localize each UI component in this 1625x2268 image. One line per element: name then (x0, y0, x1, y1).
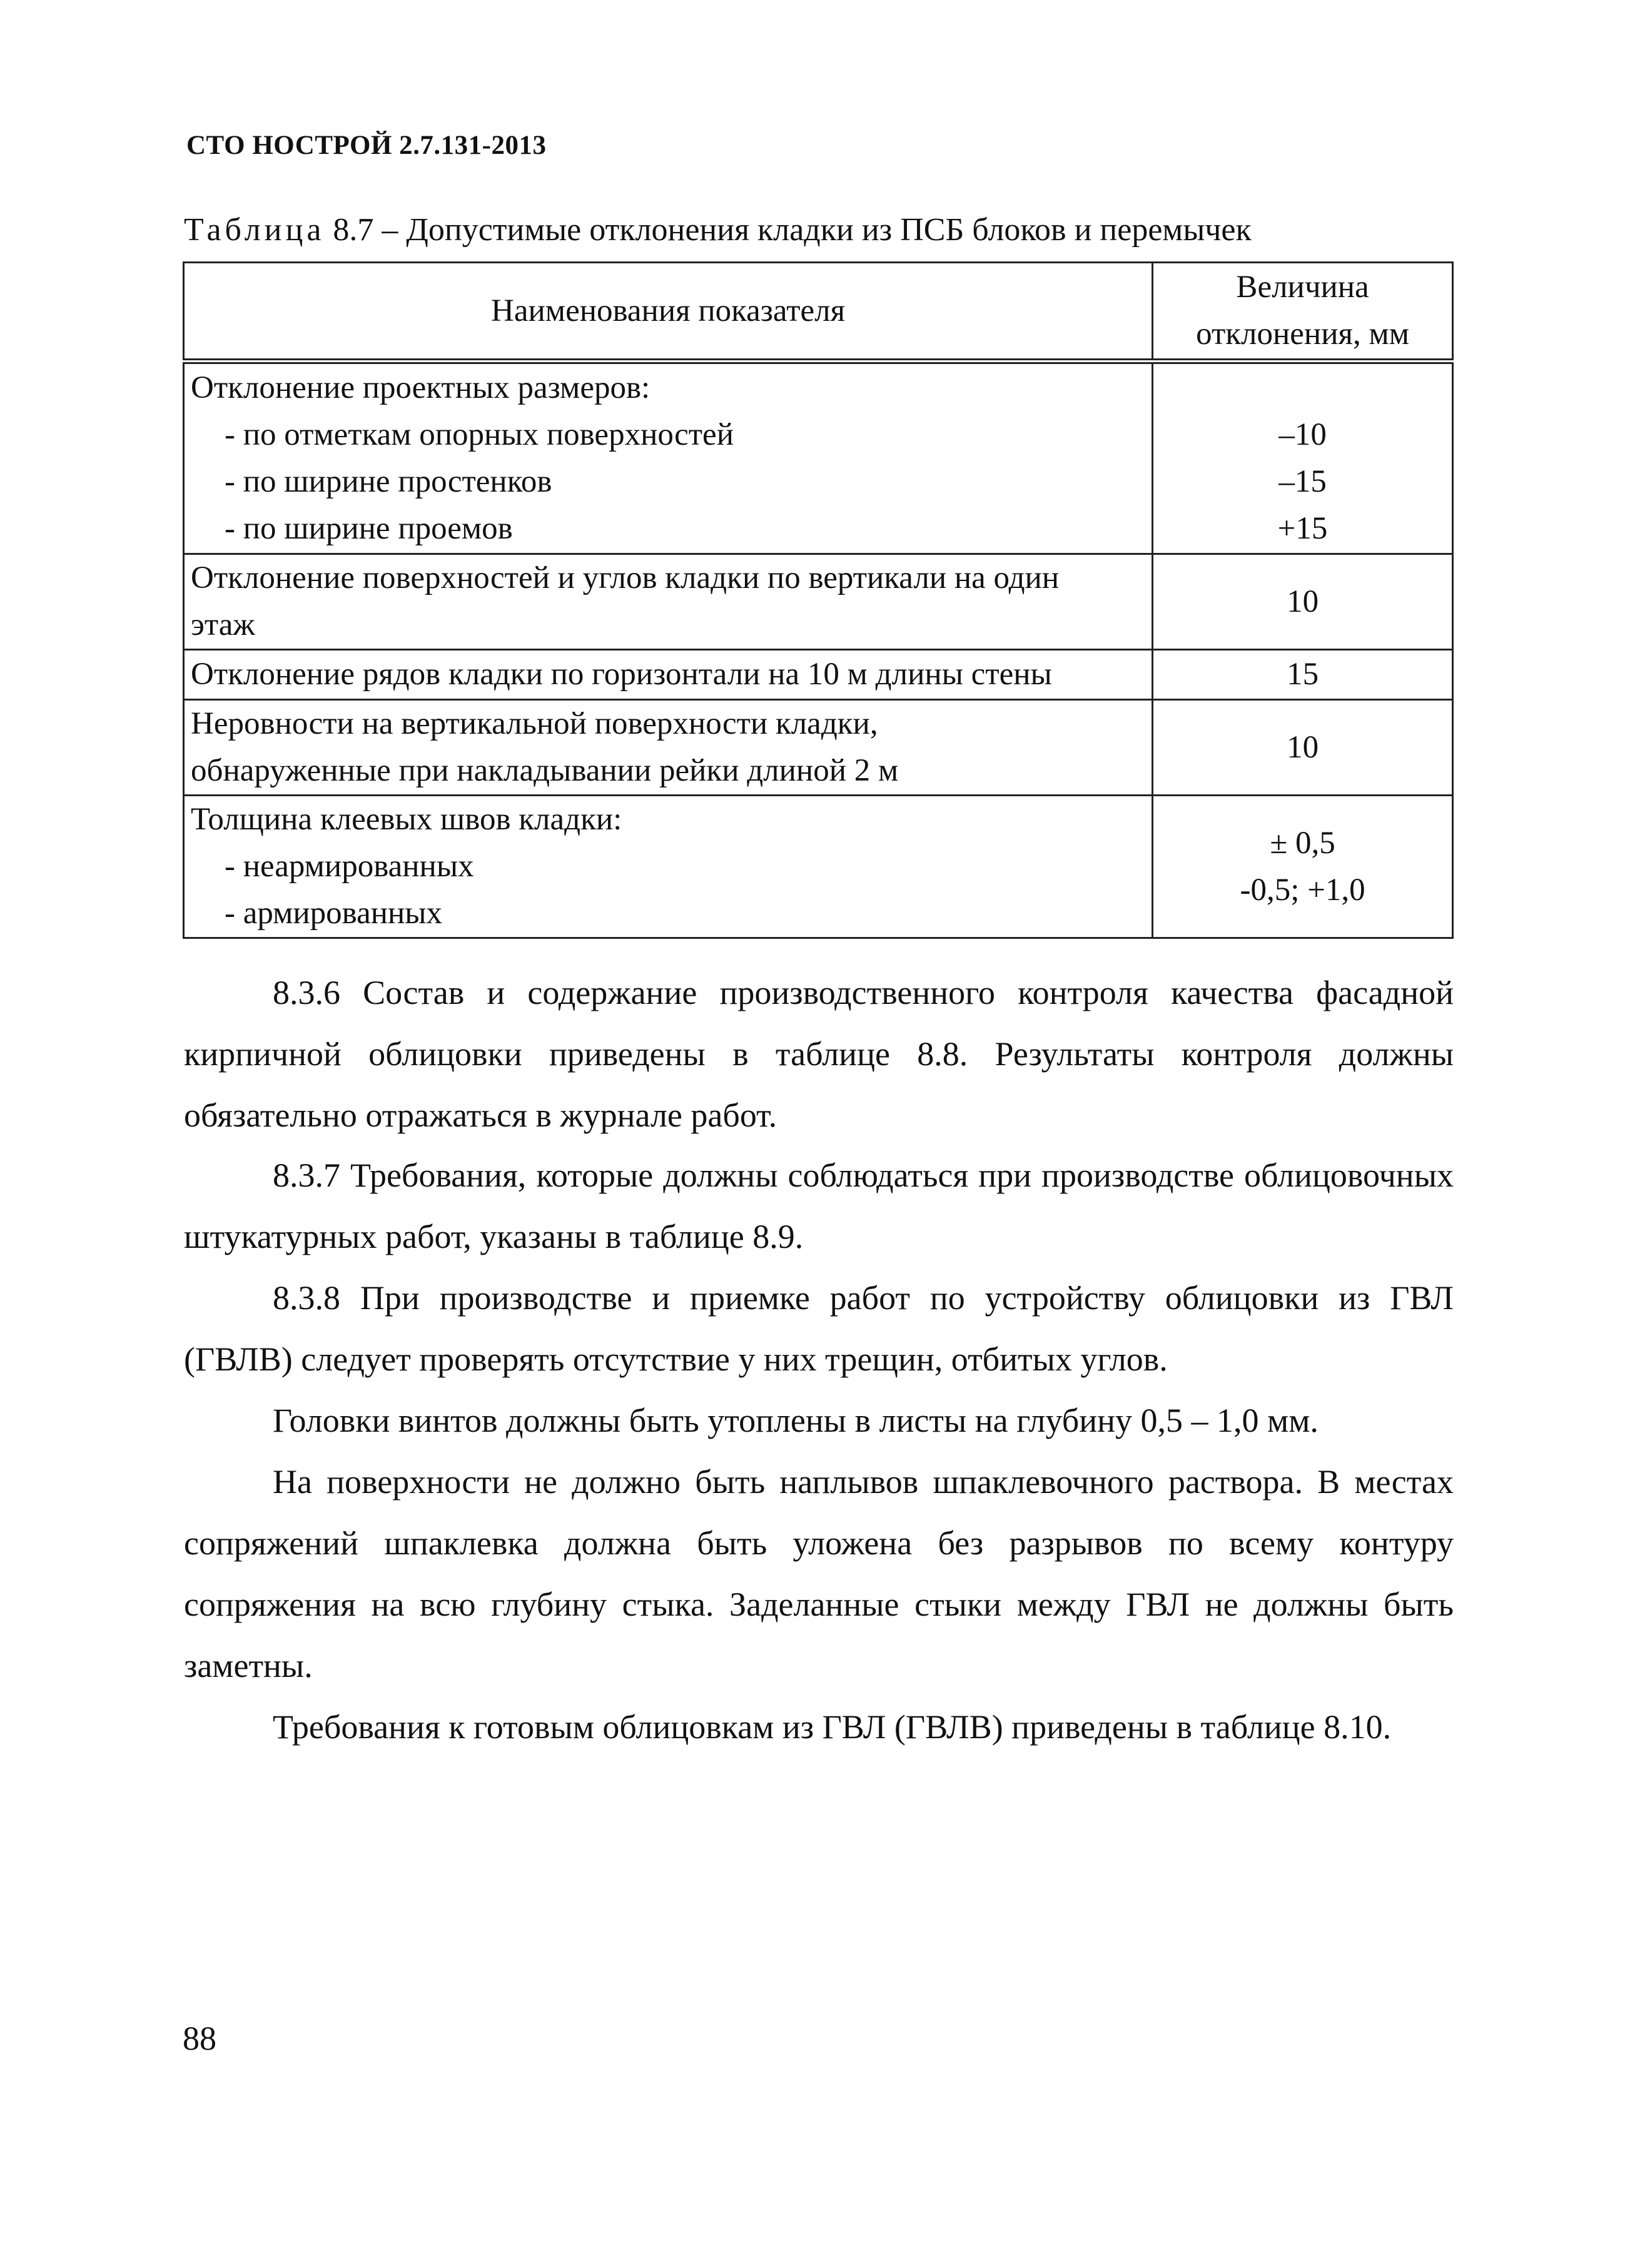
table-row (184, 700, 1453, 796)
paragraph-8-3-6: 8.3.6 Состав и содержание производственного контроля качества фасадной кирпичной облицовки приведены в таблице 8.8. Результаты контроля должны обязательно отражаться в журнале работ. (184, 974, 1454, 1134)
table-header-row (184, 263, 1453, 362)
table-row (184, 796, 1453, 938)
row-item-value: –15 (1278, 464, 1327, 499)
row-text-line1: Отклонение поверхностей и углов кладки по вертикали на один (191, 560, 1060, 595)
row-item-value: +15 (1277, 511, 1328, 546)
column-header-value (1153, 263, 1453, 362)
table-caption (184, 211, 1252, 248)
row-value: 15 (1153, 650, 1453, 700)
paragraph-8-3-7: 8.3.7 Требования, которые должны соблюдаться при производстве облицовочных штукатурных работ, указаны в таблице 8.9. (184, 1157, 1454, 1255)
row-item-label: - армированных (225, 896, 443, 931)
row-item-label: - по отметкам опорных поверхностей (225, 417, 734, 452)
row-name-cell (184, 554, 1153, 650)
row-name-cell (184, 362, 1153, 554)
row-value: 10 (1153, 700, 1453, 796)
row-text: Отклонение рядов кладки по горизонтали на 10 м длины стены (184, 650, 1153, 700)
page-number: 88 (183, 2020, 216, 2057)
table-row (184, 362, 1453, 554)
paragraph-8-3-8: 8.3.8 При производстве и приемке работ по устройству облицовки из ГВЛ (ГВЛВ) следует проверять отсутствие у них трещин, отбитых углов. (184, 1279, 1454, 1378)
row-value-cell (1153, 362, 1453, 554)
row-item-value: -0,5; +1,0 (1240, 872, 1365, 908)
row-item-label: - неармированных (225, 849, 474, 884)
row-value: 10 (1153, 554, 1453, 650)
row-text-line2: этаж (191, 607, 255, 642)
paragraph-surface: На поверхности не должно быть наплывов шпаклевочного раствора. В местах сопряжений шпаклевка должна быть уложена без разрывов по всему контуру сопряжения на всю глубину стыка. Заделанные стыки между ГВЛ не должны быть заметны. (184, 1463, 1454, 1684)
column-header-value-line1: Величина (1236, 270, 1369, 305)
document-header: СТО НОСТРОЙ 2.7.131-2013 (186, 131, 547, 160)
table-caption-label: Таблица (184, 212, 325, 248)
row-name-cell (184, 796, 1153, 938)
paragraph-screws: Головки винтов должны быть утоплены в листы на глубину 0,5 – 1,0 мм. (273, 1402, 1319, 1439)
row-item-label: - по ширине проемов (225, 511, 513, 546)
row-title: Отклонение проектных размеров: (191, 370, 651, 405)
paragraph-requirements: Требования к готовым облицовкам из ГВЛ (ГВЛВ) приведены в таблице 8.10. (273, 1708, 1392, 1746)
table-row (184, 650, 1453, 700)
table-caption-text: 8.7 – Допустимые отклонения кладки из ПСБ блоков и перемычек (325, 212, 1252, 248)
row-name-cell (184, 700, 1153, 796)
row-text-line2: обнаруженные при накладывании рейки длиной 2 м (191, 753, 899, 788)
row-item-value: –10 (1278, 417, 1327, 452)
column-header-value-line2: отклонения, мм (1196, 316, 1409, 352)
deviations-table (183, 261, 1454, 939)
row-value-cell (1153, 796, 1453, 938)
row-text-line1: Неровности на вертикальной поверхности кладки, (191, 706, 878, 741)
table-row (184, 554, 1453, 650)
column-header-name: Наименования показателя (184, 263, 1153, 362)
row-item-value: ± 0,5 (1270, 825, 1335, 861)
row-title: Толщина клеевых швов кладки: (191, 802, 622, 837)
row-item-label: - по ширине простенков (225, 464, 552, 499)
